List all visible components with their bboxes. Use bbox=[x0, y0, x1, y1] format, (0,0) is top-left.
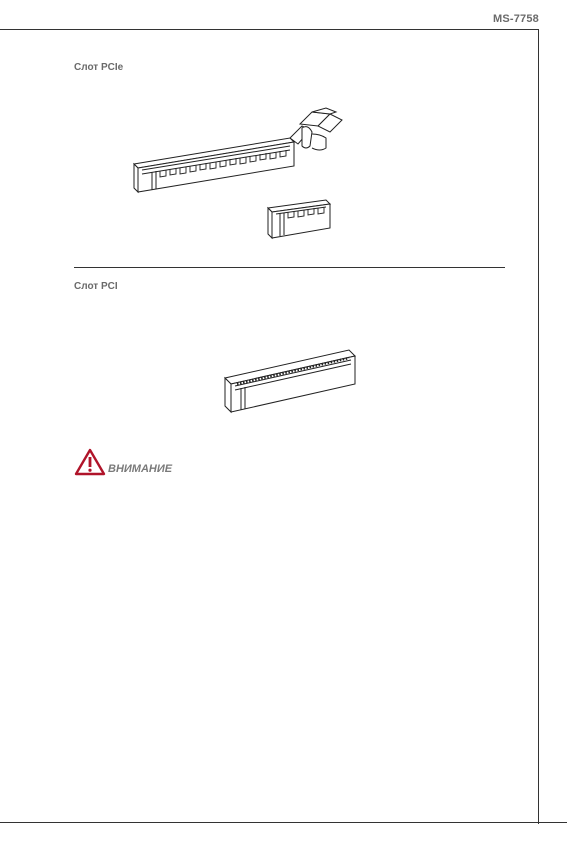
section-title-pcie: Слот PCIe bbox=[74, 62, 124, 73]
pcie-x16-slot-illustration bbox=[130, 108, 345, 193]
section-title-pci: Слот PCI bbox=[74, 281, 118, 292]
footer-rule bbox=[0, 822, 567, 823]
model-number: MS-7758 bbox=[492, 13, 539, 25]
pci-slot-illustration bbox=[223, 348, 358, 414]
header-rule bbox=[0, 29, 539, 30]
pcie-x1-slot-illustration bbox=[266, 198, 332, 240]
caution-label: ВНИМАНИЕ bbox=[108, 463, 173, 475]
warning-triangle-icon bbox=[74, 448, 106, 476]
section-divider bbox=[74, 267, 505, 268]
page-edge-rule bbox=[538, 29, 539, 824]
